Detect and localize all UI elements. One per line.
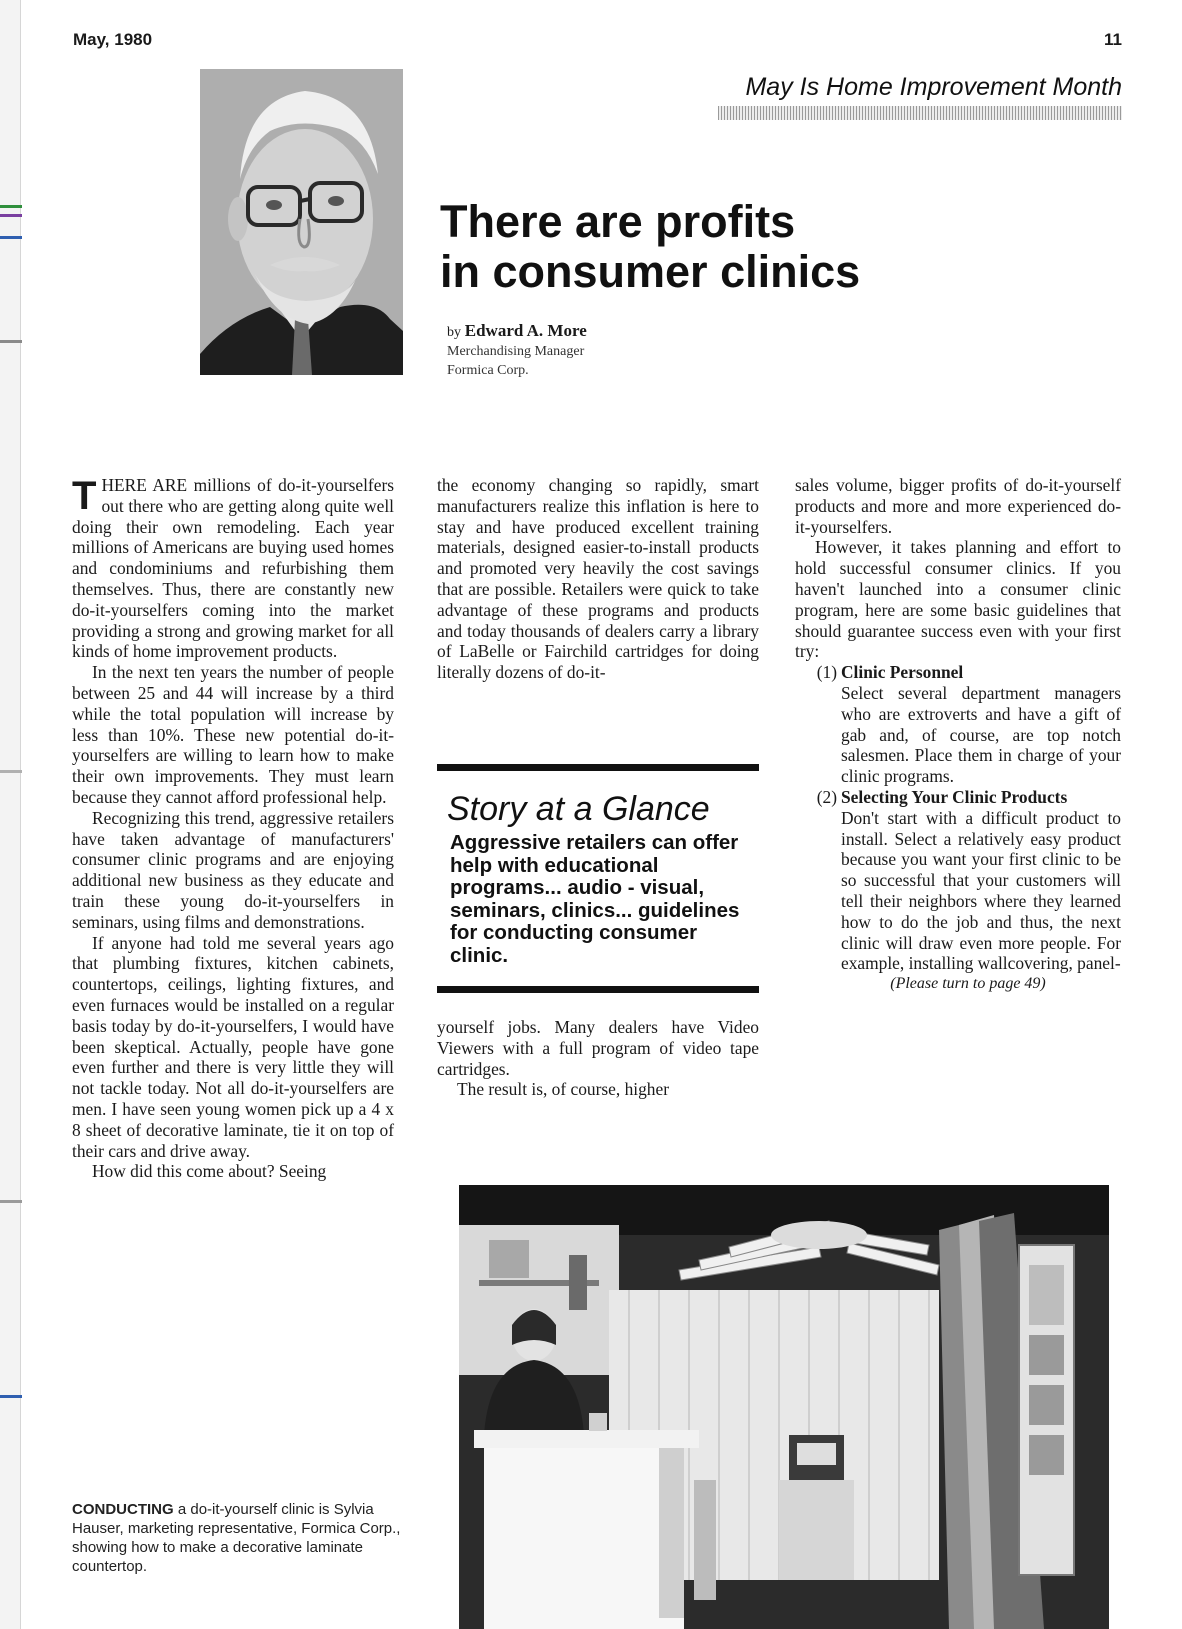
author-title: Merchandising Manager [447,344,585,359]
body-column-2-top [437,475,759,683]
author-portrait [200,69,403,375]
story-at-a-glance-summary: Aggressive retailers can offer help with educational programs... audio - visual, seminars, clinics... guidelines for conducting consumer clinic. [450,831,740,967]
photo-caption [72,1500,402,1576]
paragraph: The result is, of course, higher [457,1079,670,1100]
byline-prefix: by [447,325,461,340]
clinic-photo [459,1185,1109,1629]
edge-mark [0,236,22,239]
edge-mark [0,770,22,773]
kicker-screen-rule [718,106,1122,120]
page-number: 11 [1104,30,1122,49]
paragraph: In the next ten years the number of people between 25 and 44 will increase by a third while the total population will increase by less than 10%. These new potential do-it-yourselfers are willing to learn how to make their own improvements. They must learn because they cannot afford professional help. [72,662,394,807]
caption-lead: CONDUCTING [72,1501,174,1518]
section-kicker: May Is Home Improvement Month [745,73,1122,101]
list-item [795,662,1121,787]
drop-cap: T [72,474,97,518]
list-heading: Selecting Your Clinic Products [841,786,1068,807]
edge-mark [0,1395,22,1398]
paragraph: the economy changing so rapidly, smart manufacturers realize this inflation is here to stay and have produced excellent training materials, designed easier-to-install products and promoted very heavily the cost savings that are possible. Retailers were quick to take advantage of these programs and products and today thousands of dealers carry a library of LaBelle or Fairchild cartridges for doing literally dozens of do-it- [437,475,759,683]
headline-line-2: in consumer clinics [440,246,861,297]
author-name: Edward A. More [464,321,587,340]
page-edge-strip [0,0,21,1629]
paragraph: However, it takes planning and effort to hold successful consumer clinics. If you haven't launched into a consumer clinic program, here are some basic guidelines that should guarantee success even with your first try: [795,537,1121,662]
glance-bottom-rule [437,986,759,993]
paragraph [72,475,394,662]
paragraph: yourself jobs. Many dealers have Video Viewers with a full program of video tape cartridges. [437,1017,759,1079]
list-text: Select several department managers who are extroverts and have a gift of gab and, of course, are top notch salesmen. Place them in charge of your clinic programs. [841,682,1121,787]
paragraph: sales volume, bigger profits of do-it-yourself products and more and more experienced do-it-yourselfers. [795,475,1121,537]
body-column-1 [72,475,394,1182]
list-text: Don't start with a difficult product to install. Select a relatively easy product because you want your first clinic to be so successful that your customers will tell their neighbors where they learned how to do the job and thus, the next clinic will draw even more people. For example, installing wallcovering, panel- [841,807,1121,974]
clinic-photo-illustration [459,1185,1109,1629]
edge-mark [0,205,22,208]
list-item [795,787,1121,974]
paragraph: Recognizing this trend, aggressive retailers have taken advantage of manufacturers' consumer clinic programs and are enjoying additional new business as they educate and train these young do-it-yourselfers in seminars, using films and demonstrations. [72,807,394,932]
paragraph: If anyone had told me several years ago that plumbing fixtures, kitchen cabinets, countertops, ceilings, lighting fixtures, and even furnaces would be installed on a regular basis today by do-it-yourselfers, I would have been skeptical. Actually, people have gone even further and there is very little they will not tackle today. Not all do-it-yourselfers are men. I have seen young women pick up a 4 x 8 sheet of decorative laminate, tie it on top of their cars and drive away. [72,932,394,1161]
author-company: Formica Corp. [447,363,529,378]
paragraph-text: HERE ARE millions of do-it-yourselfers out there who are getting along quite well doing their own remodeling. Each year millions of Americans are buying used homes and condominiums and refurbishing them themselves. Thus, there are constantly new do-it-yourselfers coming into the market providing a strong and growing market for all kinds of home improvement products. [72,475,394,662]
headline-line-1: There are profits [440,196,796,247]
continued-note: (Please turn to page 49) [890,975,1046,993]
edge-mark [0,1200,22,1203]
body-column-3 [795,475,1121,995]
guidelines-list [795,662,1121,974]
story-at-a-glance-title: Story at a Glance [447,790,710,828]
article-headline [440,197,860,297]
list-heading: Clinic Personnel [841,662,964,683]
caption-text: a do-it-yourself clinic is Sylvia Hauser, marketing representative, Formica Corp., showing how to make a decorative laminate countertop. [72,1501,401,1575]
edge-mark [0,214,22,217]
author-portrait-illustration [200,69,403,375]
edge-mark [0,340,22,343]
running-head-date: May, 1980 [73,30,153,49]
paragraph: How did this come about? Seeing [92,1161,327,1182]
list-number: (2) [816,786,837,807]
list-number: (1) [816,662,837,683]
body-column-2-bottom [437,1017,759,1100]
byline [447,322,587,380]
glance-top-rule [437,764,759,771]
